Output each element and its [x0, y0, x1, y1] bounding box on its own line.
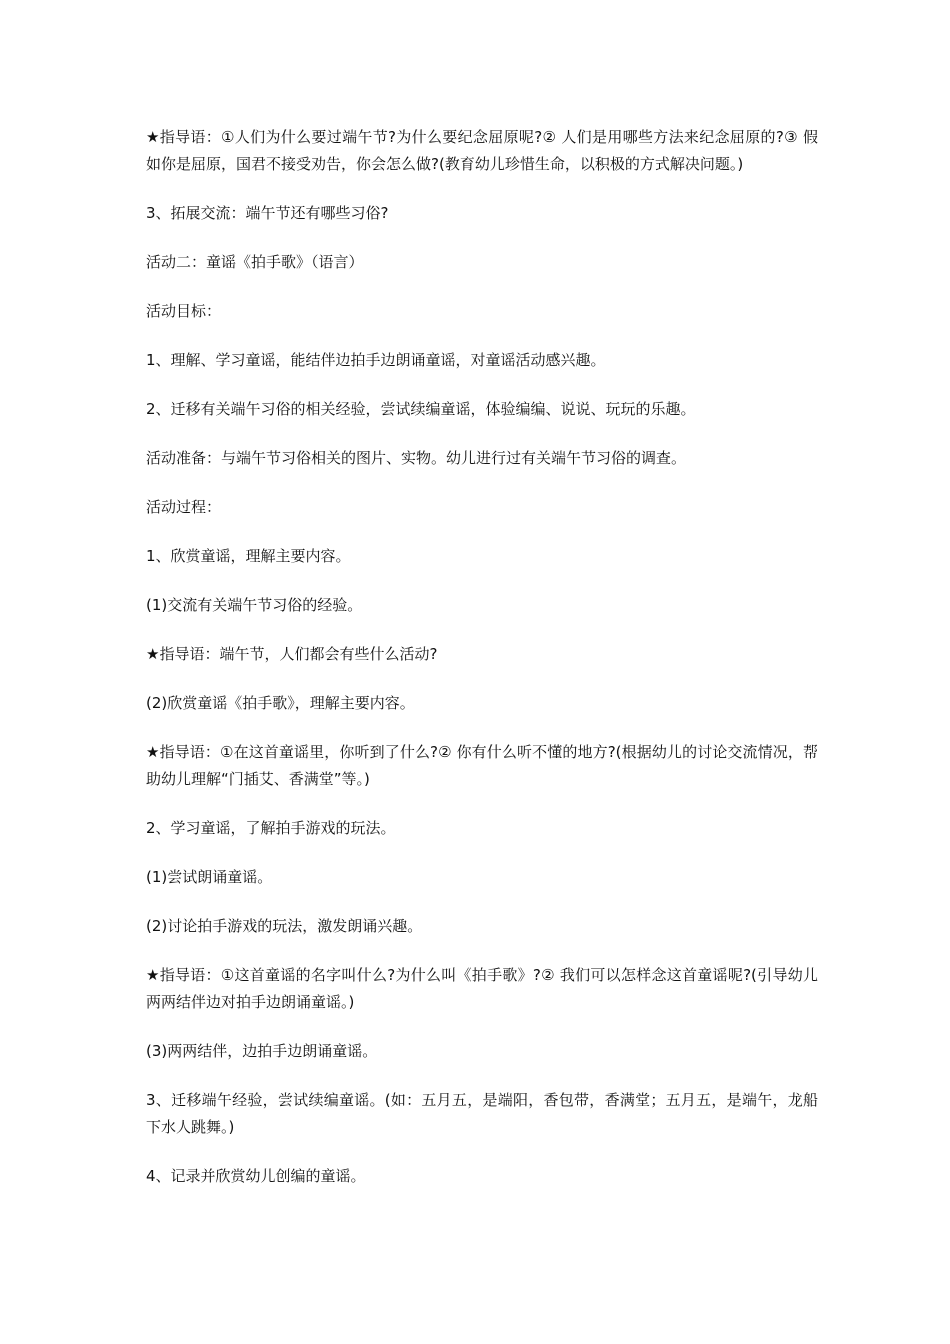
guide-paragraph: ★指导语：①这首童谣的名字叫什么?为什么叫《拍手歌》?② 我们可以怎样念这首童谣呢?(引导幼儿两两结伴边对拍手边朗诵童谣。) [146, 966, 818, 1011]
list-item: (1)交流有关端午节习俗的经验。 [146, 596, 363, 614]
list-item: (2)欣赏童谣《拍手歌》，理解主要内容。 [146, 694, 415, 712]
list-item: 4、记录并欣赏幼儿创编的童谣。 [146, 1167, 366, 1185]
section-heading: 活动过程： [146, 498, 222, 516]
document-body [146, 124, 818, 1212]
list-item: (2)讨论拍手游戏的玩法，激发朗诵兴趣。 [146, 917, 423, 935]
list-item: (1)尝试朗诵童谣。 [146, 868, 273, 886]
text-paragraph: 活动准备：与端午节习俗相关的图片、实物。幼儿进行过有关端午节习俗的调查。 [146, 449, 687, 467]
list-item: (3)两两结伴，边拍手边朗诵童谣。 [146, 1042, 378, 1060]
guide-paragraph: ★指导语：①人们为什么要过端午节?为什么要纪念屈原呢?② 人们是用哪些方法来纪念屈原的?③ 假如你是屈原，国君不接受劝告，你会怎么做?(教育幼儿珍惜生命，以积极的方式解决问题。) [146, 128, 818, 173]
section-heading: 活动目标： [146, 302, 222, 320]
guide-paragraph: ★指导语：端午节，人们都会有些什么活动? [146, 645, 438, 663]
guide-paragraph: ★指导语：①在这首童谣里，你听到了什么?② 你有什么听不懂的地方?(根据幼儿的讨论交流情况，帮助幼儿理解“门插艾、香满堂”等。) [146, 743, 818, 788]
section-heading: 活动二：童谣《拍手歌》（语言） [146, 253, 364, 271]
list-item: 2、迁移有关端午习俗的相关经验，尝试续编童谣，体验编编、说说、玩玩的乐趣。 [146, 400, 696, 418]
list-item: 1、欣赏童谣，理解主要内容。 [146, 547, 351, 565]
list-item: 2、学习童谣，了解拍手游戏的玩法。 [146, 819, 396, 837]
list-item: 1、理解、学习童谣，能结伴边拍手边朗诵童谣，对童谣活动感兴趣。 [146, 351, 606, 369]
list-item: 3、迁移端午经验，尝试续编童谣。(如：五月五，是端阳，香包带，香满堂；五月五，是端午，龙船下水人跳舞。) [146, 1091, 818, 1136]
list-item: 3、拓展交流：端午节还有哪些习俗? [146, 204, 389, 222]
